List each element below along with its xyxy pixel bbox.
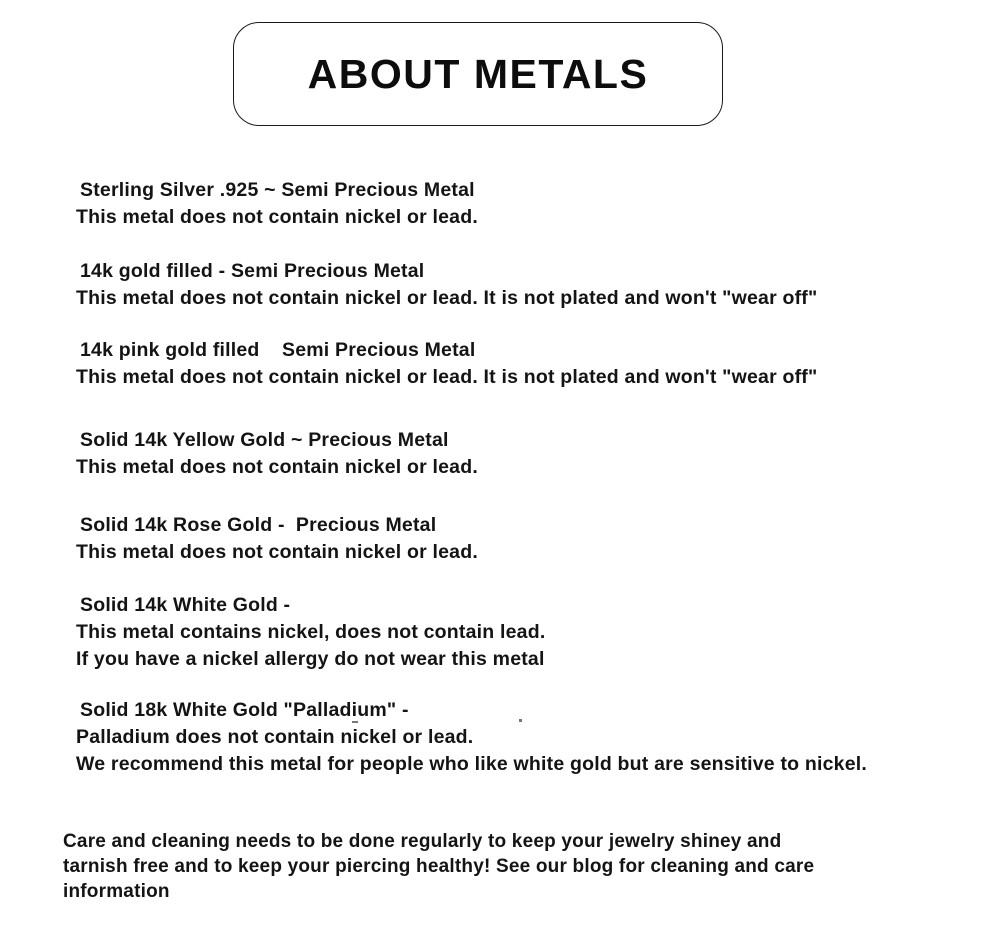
metal-section-solid-14k-yellow-gold: [76, 427, 968, 481]
title-box: [233, 22, 723, 126]
footer-line: Care and cleaning needs to be done regularly to keep your jewelry shiney and: [63, 831, 782, 852]
metal-description-line: This metal does not contain nickel or lead. It is not plated and won't "wear off": [76, 287, 818, 309]
scan-artifact: [352, 721, 358, 723]
metal-description-line: This metal does not contain nickel or lead.: [76, 456, 478, 478]
metal-section-sterling-silver: [76, 177, 968, 231]
metal-section-14k-gold-filled: [76, 258, 968, 312]
metal-heading: Solid 18k White Gold "Palladium" -: [80, 699, 409, 721]
metal-section-14k-pink-gold-filled: [76, 337, 968, 391]
metal-description-line: Palladium does not contain nickel or lead.: [76, 726, 474, 748]
footer-line: tarnish free and to keep your piercing healthy! See our blog for cleaning and care: [63, 856, 815, 877]
metals-list: [63, 177, 968, 904]
page-title: ABOUT METALS: [307, 50, 649, 97]
metal-heading: Sterling Silver .925 ~ Semi Precious Metal: [80, 179, 475, 201]
footer-line: information: [63, 881, 170, 902]
metal-heading: Solid 14k Rose Gold - Precious Metal: [80, 514, 437, 536]
metal-description-line: This metal does not contain nickel or lead. It is not plated and won't "wear off": [76, 366, 818, 388]
metal-heading: 14k gold filled - Semi Precious Metal: [80, 260, 425, 282]
metal-description-line: We recommend this metal for people who like white gold but are sensitive to nickel.: [76, 753, 867, 775]
metal-description-line: If you have a nickel allergy do not wear this metal: [76, 648, 545, 670]
metal-heading: 14k pink gold filled Semi Precious Metal: [80, 339, 476, 361]
metal-description-line: This metal contains nickel, does not contain lead.: [76, 621, 546, 643]
metal-section-solid-18k-white-gold-palladium: [76, 697, 968, 778]
footer-note: [63, 829, 968, 904]
metal-section-solid-14k-white-gold: [76, 592, 968, 673]
metal-description-line: This metal does not contain nickel or lead.: [76, 206, 478, 228]
metal-heading: Solid 14k White Gold -: [80, 594, 291, 616]
scan-artifact: [519, 719, 522, 722]
metal-heading: Solid 14k Yellow Gold ~ Precious Metal: [80, 429, 449, 451]
metal-description-line: This metal does not contain nickel or lead.: [76, 541, 478, 563]
metal-section-solid-14k-rose-gold: [76, 512, 968, 566]
